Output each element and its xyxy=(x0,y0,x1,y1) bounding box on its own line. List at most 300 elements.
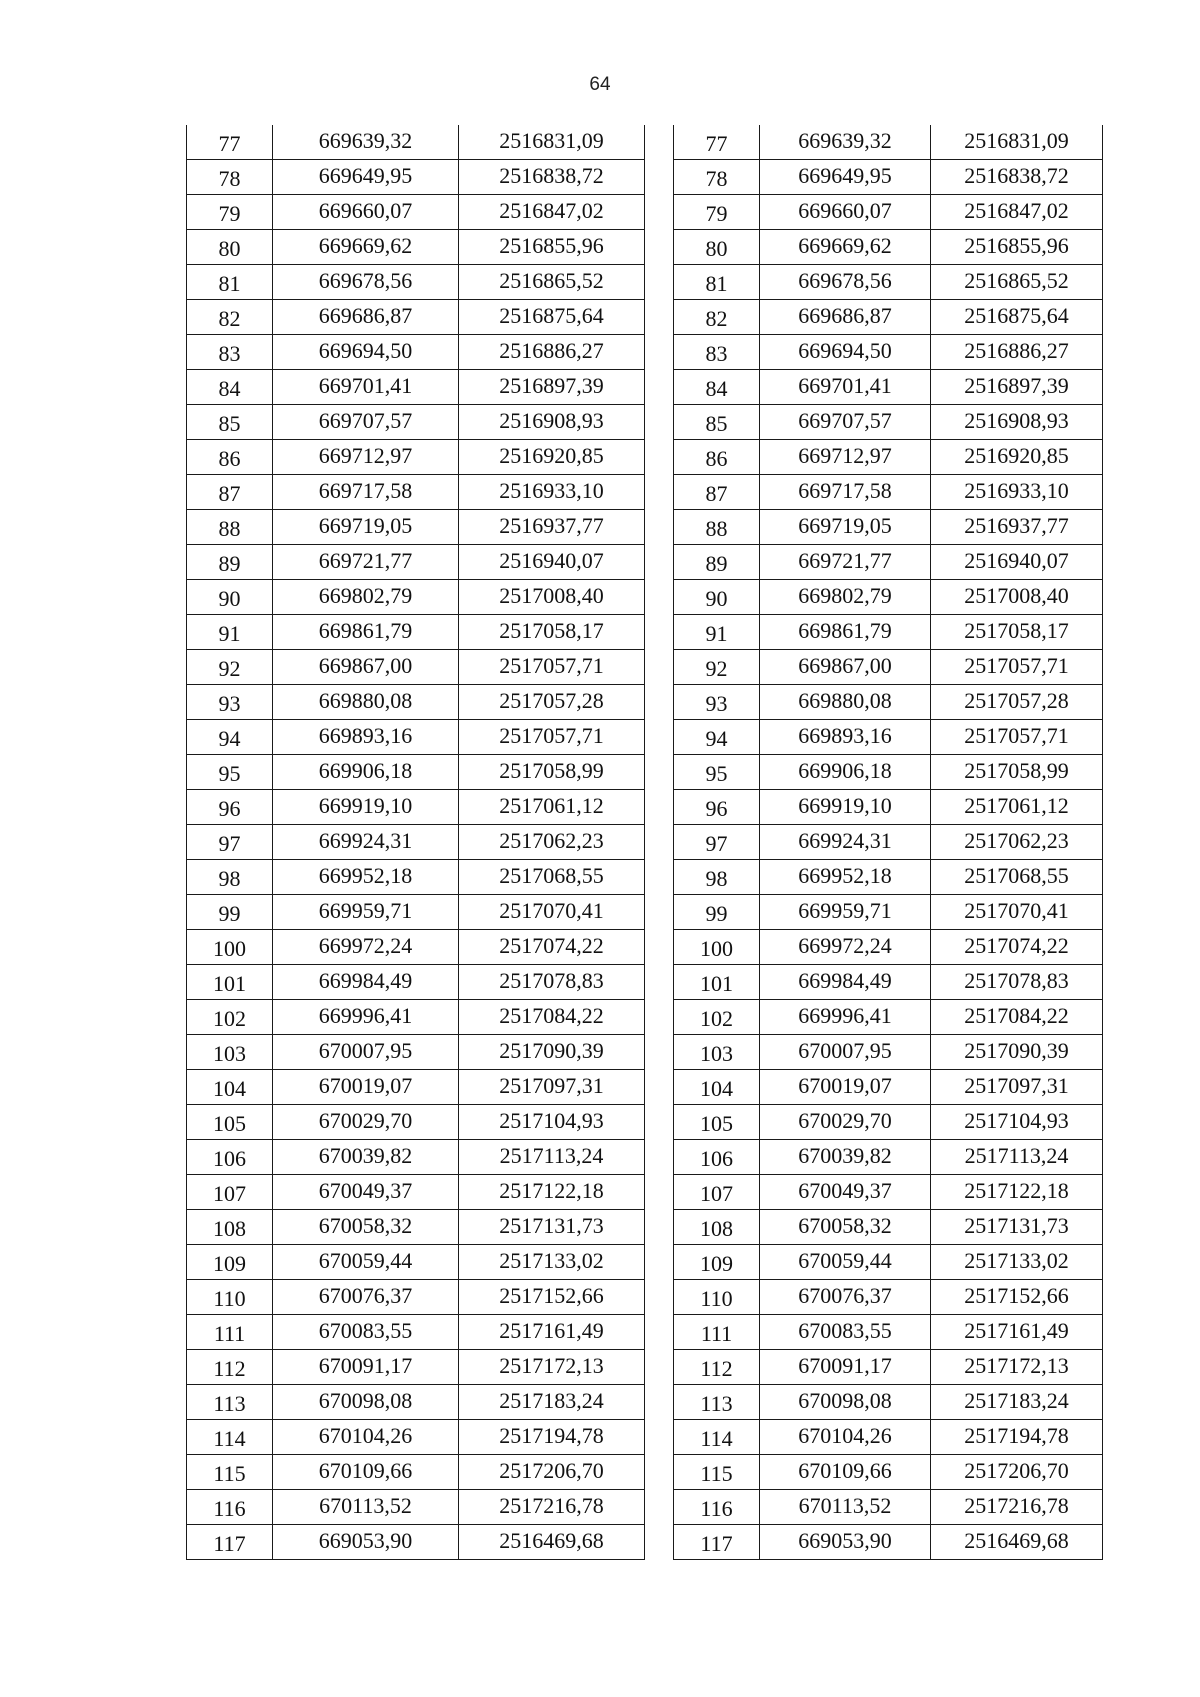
point-number-cell: 106 xyxy=(187,1140,273,1175)
x-coordinate-cell: 669686,87 xyxy=(273,300,459,335)
x-coordinate-cell: 669694,50 xyxy=(273,335,459,370)
point-number-cell: 115 xyxy=(674,1455,760,1490)
point-number-cell: 97 xyxy=(187,825,273,860)
point-number-cell: 89 xyxy=(187,545,273,580)
table-row xyxy=(187,1525,645,1560)
y-coordinate-cell: 2516940,07 xyxy=(459,545,645,580)
y-coordinate-cell: 2516908,93 xyxy=(931,405,1103,440)
x-coordinate-cell: 670049,37 xyxy=(760,1175,931,1210)
y-coordinate-cell: 2516933,10 xyxy=(459,475,645,510)
point-number-cell: 110 xyxy=(187,1280,273,1315)
x-coordinate-cell: 670007,95 xyxy=(760,1035,931,1070)
x-coordinate-cell: 669959,71 xyxy=(760,895,931,930)
table-row xyxy=(674,370,1103,405)
y-coordinate-cell: 2516940,07 xyxy=(931,545,1103,580)
x-coordinate-cell: 669721,77 xyxy=(273,545,459,580)
point-number-cell: 105 xyxy=(187,1105,273,1140)
y-coordinate-cell: 2517206,70 xyxy=(459,1455,645,1490)
point-number-cell: 102 xyxy=(674,1000,760,1035)
point-number-cell: 100 xyxy=(187,930,273,965)
point-number-cell: 106 xyxy=(674,1140,760,1175)
table-row xyxy=(674,1280,1103,1315)
table-row xyxy=(187,930,645,965)
point-number-cell: 96 xyxy=(674,790,760,825)
coordinates-table-left xyxy=(186,125,645,1560)
x-coordinate-cell: 670029,70 xyxy=(760,1105,931,1140)
table-row xyxy=(187,1280,645,1315)
point-number-cell: 90 xyxy=(187,580,273,615)
y-coordinate-cell: 2517057,28 xyxy=(931,685,1103,720)
table-row xyxy=(187,405,645,440)
point-number-cell: 104 xyxy=(674,1070,760,1105)
point-number-cell: 85 xyxy=(674,405,760,440)
y-coordinate-cell: 2516838,72 xyxy=(931,160,1103,195)
point-number-cell: 92 xyxy=(187,650,273,685)
table-row xyxy=(674,440,1103,475)
x-coordinate-cell: 669861,79 xyxy=(760,615,931,650)
x-coordinate-cell: 669984,49 xyxy=(273,965,459,1000)
table-row xyxy=(674,300,1103,335)
table-row xyxy=(674,1455,1103,1490)
table-row xyxy=(187,510,645,545)
point-number-cell: 101 xyxy=(674,965,760,1000)
y-coordinate-cell: 2517090,39 xyxy=(459,1035,645,1070)
table-row xyxy=(187,825,645,860)
table-row xyxy=(674,580,1103,615)
y-coordinate-cell: 2517206,70 xyxy=(931,1455,1103,1490)
x-coordinate-cell: 669906,18 xyxy=(273,755,459,790)
y-coordinate-cell: 2517172,13 xyxy=(931,1350,1103,1385)
point-number-cell: 87 xyxy=(674,475,760,510)
table-row xyxy=(674,195,1103,230)
y-coordinate-cell: 2517058,17 xyxy=(931,615,1103,650)
x-coordinate-cell: 670109,66 xyxy=(760,1455,931,1490)
x-coordinate-cell: 669867,00 xyxy=(273,650,459,685)
x-coordinate-cell: 669719,05 xyxy=(273,510,459,545)
x-coordinate-cell: 669719,05 xyxy=(760,510,931,545)
point-number-cell: 111 xyxy=(674,1315,760,1350)
table-row xyxy=(187,1105,645,1140)
y-coordinate-cell: 2516865,52 xyxy=(459,265,645,300)
point-number-cell: 89 xyxy=(674,545,760,580)
point-number-cell: 104 xyxy=(187,1070,273,1105)
y-coordinate-cell: 2517084,22 xyxy=(459,1000,645,1035)
x-coordinate-cell: 670058,32 xyxy=(760,1210,931,1245)
x-coordinate-cell: 669639,32 xyxy=(273,125,459,160)
x-coordinate-cell: 669919,10 xyxy=(760,790,931,825)
y-coordinate-cell: 2517113,24 xyxy=(931,1140,1103,1175)
x-coordinate-cell: 669984,49 xyxy=(760,965,931,1000)
x-coordinate-cell: 669678,56 xyxy=(760,265,931,300)
y-coordinate-cell: 2516865,52 xyxy=(931,265,1103,300)
x-coordinate-cell: 669053,90 xyxy=(273,1525,459,1560)
table-row xyxy=(187,1000,645,1035)
table-row xyxy=(187,720,645,755)
x-coordinate-cell: 669669,62 xyxy=(273,230,459,265)
x-coordinate-cell: 669701,41 xyxy=(760,370,931,405)
y-coordinate-cell: 2517068,55 xyxy=(931,860,1103,895)
table-row xyxy=(187,1210,645,1245)
x-coordinate-cell: 669660,07 xyxy=(760,195,931,230)
point-number-cell: 78 xyxy=(674,160,760,195)
y-coordinate-cell: 2517090,39 xyxy=(931,1035,1103,1070)
table-body xyxy=(187,125,645,1560)
x-coordinate-cell: 669924,31 xyxy=(273,825,459,860)
table-row xyxy=(187,545,645,580)
x-coordinate-cell: 670091,17 xyxy=(760,1350,931,1385)
table-row xyxy=(187,230,645,265)
table-row xyxy=(187,685,645,720)
y-coordinate-cell: 2517057,71 xyxy=(931,650,1103,685)
table-row xyxy=(674,965,1103,1000)
table-row xyxy=(187,860,645,895)
table-row xyxy=(674,685,1103,720)
x-coordinate-cell: 670098,08 xyxy=(760,1385,931,1420)
y-coordinate-cell: 2517057,71 xyxy=(459,720,645,755)
y-coordinate-cell: 2517058,99 xyxy=(931,755,1103,790)
point-number-cell: 79 xyxy=(674,195,760,230)
table-row xyxy=(187,755,645,790)
y-coordinate-cell: 2517008,40 xyxy=(931,580,1103,615)
table-row xyxy=(187,160,645,195)
x-coordinate-cell: 669712,97 xyxy=(760,440,931,475)
x-coordinate-cell: 669996,41 xyxy=(273,1000,459,1035)
y-coordinate-cell: 2517161,49 xyxy=(931,1315,1103,1350)
y-coordinate-cell: 2517078,83 xyxy=(459,965,645,1000)
point-number-cell: 112 xyxy=(187,1350,273,1385)
x-coordinate-cell: 669972,24 xyxy=(760,930,931,965)
y-coordinate-cell: 2517070,41 xyxy=(459,895,645,930)
table-row xyxy=(674,1210,1103,1245)
x-coordinate-cell: 669053,90 xyxy=(760,1525,931,1560)
y-coordinate-cell: 2516831,09 xyxy=(459,125,645,160)
y-coordinate-cell: 2517058,17 xyxy=(459,615,645,650)
table-row xyxy=(674,1000,1103,1035)
table-row xyxy=(187,1070,645,1105)
table-row xyxy=(674,825,1103,860)
y-coordinate-cell: 2516831,09 xyxy=(931,125,1103,160)
y-coordinate-cell: 2517216,78 xyxy=(931,1490,1103,1525)
point-number-cell: 81 xyxy=(674,265,760,300)
y-coordinate-cell: 2517122,18 xyxy=(931,1175,1103,1210)
table-row xyxy=(187,1315,645,1350)
table-row xyxy=(674,125,1103,160)
table-row xyxy=(674,930,1103,965)
x-coordinate-cell: 670083,55 xyxy=(273,1315,459,1350)
table-row xyxy=(187,475,645,510)
table-row xyxy=(187,125,645,160)
point-number-cell: 82 xyxy=(674,300,760,335)
y-coordinate-cell: 2517216,78 xyxy=(459,1490,645,1525)
table-row xyxy=(674,1070,1103,1105)
x-coordinate-cell: 669694,50 xyxy=(760,335,931,370)
y-coordinate-cell: 2517161,49 xyxy=(459,1315,645,1350)
y-coordinate-cell: 2516908,93 xyxy=(459,405,645,440)
x-coordinate-cell: 669660,07 xyxy=(273,195,459,230)
x-coordinate-cell: 669893,16 xyxy=(273,720,459,755)
page-number: 64 xyxy=(589,74,611,95)
point-number-cell: 101 xyxy=(187,965,273,1000)
table-row xyxy=(674,1245,1103,1280)
point-number-cell: 113 xyxy=(187,1385,273,1420)
point-number-cell: 116 xyxy=(187,1490,273,1525)
x-coordinate-cell: 670104,26 xyxy=(760,1420,931,1455)
y-coordinate-cell: 2517074,22 xyxy=(459,930,645,965)
y-coordinate-cell: 2517062,23 xyxy=(459,825,645,860)
table-row xyxy=(187,1175,645,1210)
x-coordinate-cell: 669701,41 xyxy=(273,370,459,405)
y-coordinate-cell: 2517061,12 xyxy=(459,790,645,825)
x-coordinate-cell: 669861,79 xyxy=(273,615,459,650)
x-coordinate-cell: 669996,41 xyxy=(760,1000,931,1035)
y-coordinate-cell: 2517183,24 xyxy=(459,1385,645,1420)
y-coordinate-cell: 2516847,02 xyxy=(459,195,645,230)
point-number-cell: 93 xyxy=(187,685,273,720)
point-number-cell: 102 xyxy=(187,1000,273,1035)
y-coordinate-cell: 2517133,02 xyxy=(459,1245,645,1280)
x-coordinate-cell: 669802,79 xyxy=(273,580,459,615)
point-number-cell: 108 xyxy=(187,1210,273,1245)
table-row xyxy=(674,475,1103,510)
x-coordinate-cell: 669959,71 xyxy=(273,895,459,930)
table-row xyxy=(187,965,645,1000)
point-number-cell: 87 xyxy=(187,475,273,510)
x-coordinate-cell: 670091,17 xyxy=(273,1350,459,1385)
y-coordinate-cell: 2517131,73 xyxy=(459,1210,645,1245)
y-coordinate-cell: 2516937,77 xyxy=(931,510,1103,545)
table-row xyxy=(674,1105,1103,1140)
x-coordinate-cell: 670113,52 xyxy=(760,1490,931,1525)
point-number-cell: 103 xyxy=(674,1035,760,1070)
table-row xyxy=(187,650,645,685)
point-number-cell: 83 xyxy=(187,335,273,370)
y-coordinate-cell: 2516469,68 xyxy=(459,1525,645,1560)
y-coordinate-cell: 2517078,83 xyxy=(931,965,1103,1000)
table-row xyxy=(187,1420,645,1455)
y-coordinate-cell: 2517057,28 xyxy=(459,685,645,720)
x-coordinate-cell: 669919,10 xyxy=(273,790,459,825)
point-number-cell: 80 xyxy=(674,230,760,265)
y-coordinate-cell: 2516855,96 xyxy=(459,230,645,265)
x-coordinate-cell: 669717,58 xyxy=(273,475,459,510)
y-coordinate-cell: 2517084,22 xyxy=(931,1000,1103,1035)
table-row xyxy=(674,1035,1103,1070)
y-coordinate-cell: 2517097,31 xyxy=(459,1070,645,1105)
y-coordinate-cell: 2517058,99 xyxy=(459,755,645,790)
x-coordinate-cell: 670019,07 xyxy=(760,1070,931,1105)
x-coordinate-cell: 669952,18 xyxy=(273,860,459,895)
point-number-cell: 114 xyxy=(674,1420,760,1455)
x-coordinate-cell: 670083,55 xyxy=(760,1315,931,1350)
point-number-cell: 98 xyxy=(187,860,273,895)
y-coordinate-cell: 2516847,02 xyxy=(931,195,1103,230)
table-row xyxy=(674,895,1103,930)
point-number-cell: 77 xyxy=(187,125,273,160)
x-coordinate-cell: 669880,08 xyxy=(273,685,459,720)
point-number-cell: 114 xyxy=(187,1420,273,1455)
point-number-cell: 90 xyxy=(674,580,760,615)
x-coordinate-cell: 669893,16 xyxy=(760,720,931,755)
x-coordinate-cell: 669867,00 xyxy=(760,650,931,685)
x-coordinate-cell: 670104,26 xyxy=(273,1420,459,1455)
x-coordinate-cell: 670076,37 xyxy=(273,1280,459,1315)
point-number-cell: 100 xyxy=(674,930,760,965)
y-coordinate-cell: 2517062,23 xyxy=(931,825,1103,860)
x-coordinate-cell: 669924,31 xyxy=(760,825,931,860)
x-coordinate-cell: 669669,62 xyxy=(760,230,931,265)
y-coordinate-cell: 2517131,73 xyxy=(931,1210,1103,1245)
table-row xyxy=(187,580,645,615)
y-coordinate-cell: 2517194,78 xyxy=(931,1420,1103,1455)
point-number-cell: 93 xyxy=(674,685,760,720)
coordinates-table-right xyxy=(673,125,1103,1560)
point-number-cell: 110 xyxy=(674,1280,760,1315)
table-row xyxy=(187,1245,645,1280)
table-row xyxy=(187,1140,645,1175)
table-row xyxy=(674,265,1103,300)
table-row xyxy=(187,1035,645,1070)
y-coordinate-cell: 2517074,22 xyxy=(931,930,1103,965)
point-number-cell: 111 xyxy=(187,1315,273,1350)
table-row xyxy=(674,1490,1103,1525)
point-number-cell: 86 xyxy=(674,440,760,475)
point-number-cell: 83 xyxy=(674,335,760,370)
table-row xyxy=(674,405,1103,440)
point-number-cell: 85 xyxy=(187,405,273,440)
point-number-cell: 109 xyxy=(187,1245,273,1280)
point-number-cell: 113 xyxy=(674,1385,760,1420)
x-coordinate-cell: 670019,07 xyxy=(273,1070,459,1105)
table-row xyxy=(674,720,1103,755)
y-coordinate-cell: 2516897,39 xyxy=(931,370,1103,405)
y-coordinate-cell: 2516838,72 xyxy=(459,160,645,195)
x-coordinate-cell: 669649,95 xyxy=(273,160,459,195)
x-coordinate-cell: 670029,70 xyxy=(273,1105,459,1140)
point-number-cell: 88 xyxy=(674,510,760,545)
table-row xyxy=(187,1490,645,1525)
x-coordinate-cell: 669721,77 xyxy=(760,545,931,580)
table-row xyxy=(187,1350,645,1385)
table-row xyxy=(674,1175,1103,1210)
y-coordinate-cell: 2517057,71 xyxy=(459,650,645,685)
y-coordinate-cell: 2517070,41 xyxy=(931,895,1103,930)
point-number-cell: 81 xyxy=(187,265,273,300)
table-row xyxy=(674,160,1103,195)
x-coordinate-cell: 669678,56 xyxy=(273,265,459,300)
point-number-cell: 94 xyxy=(674,720,760,755)
x-coordinate-cell: 669972,24 xyxy=(273,930,459,965)
y-coordinate-cell: 2517133,02 xyxy=(931,1245,1103,1280)
x-coordinate-cell: 670098,08 xyxy=(273,1385,459,1420)
point-number-cell: 92 xyxy=(674,650,760,685)
point-number-cell: 116 xyxy=(674,1490,760,1525)
point-number-cell: 107 xyxy=(187,1175,273,1210)
point-number-cell: 97 xyxy=(674,825,760,860)
point-number-cell: 84 xyxy=(187,370,273,405)
table-row xyxy=(674,1315,1103,1350)
x-coordinate-cell: 669686,87 xyxy=(760,300,931,335)
point-number-cell: 99 xyxy=(674,895,760,930)
point-number-cell: 107 xyxy=(674,1175,760,1210)
point-number-cell: 78 xyxy=(187,160,273,195)
table-row xyxy=(674,650,1103,685)
point-number-cell: 82 xyxy=(187,300,273,335)
table-row xyxy=(674,1385,1103,1420)
point-number-cell: 86 xyxy=(187,440,273,475)
x-coordinate-cell: 669707,57 xyxy=(760,405,931,440)
y-coordinate-cell: 2517097,31 xyxy=(931,1070,1103,1105)
x-coordinate-cell: 670109,66 xyxy=(273,1455,459,1490)
table-row xyxy=(187,790,645,825)
y-coordinate-cell: 2516920,85 xyxy=(931,440,1103,475)
point-number-cell: 103 xyxy=(187,1035,273,1070)
table-row xyxy=(187,300,645,335)
x-coordinate-cell: 669802,79 xyxy=(760,580,931,615)
point-number-cell: 117 xyxy=(674,1525,760,1560)
table-row xyxy=(187,265,645,300)
x-coordinate-cell: 669649,95 xyxy=(760,160,931,195)
x-coordinate-cell: 669906,18 xyxy=(760,755,931,790)
table-row xyxy=(674,860,1103,895)
y-coordinate-cell: 2517008,40 xyxy=(459,580,645,615)
table-row xyxy=(674,615,1103,650)
x-coordinate-cell: 669880,08 xyxy=(760,685,931,720)
x-coordinate-cell: 670039,82 xyxy=(760,1140,931,1175)
x-coordinate-cell: 670049,37 xyxy=(273,1175,459,1210)
y-coordinate-cell: 2517172,13 xyxy=(459,1350,645,1385)
x-coordinate-cell: 670059,44 xyxy=(273,1245,459,1280)
y-coordinate-cell: 2517113,24 xyxy=(459,1140,645,1175)
y-coordinate-cell: 2516886,27 xyxy=(459,335,645,370)
table-row xyxy=(674,1525,1103,1560)
x-coordinate-cell: 670058,32 xyxy=(273,1210,459,1245)
table-row xyxy=(674,1350,1103,1385)
point-number-cell: 91 xyxy=(187,615,273,650)
table-row xyxy=(674,1140,1103,1175)
x-coordinate-cell: 670059,44 xyxy=(760,1245,931,1280)
table-row xyxy=(674,545,1103,580)
point-number-cell: 80 xyxy=(187,230,273,265)
y-coordinate-cell: 2516920,85 xyxy=(459,440,645,475)
table-row xyxy=(187,1455,645,1490)
table-row xyxy=(674,230,1103,265)
x-coordinate-cell: 670039,82 xyxy=(273,1140,459,1175)
point-number-cell: 105 xyxy=(674,1105,760,1140)
point-number-cell: 95 xyxy=(187,755,273,790)
point-number-cell: 95 xyxy=(674,755,760,790)
point-number-cell: 115 xyxy=(187,1455,273,1490)
table-row xyxy=(674,790,1103,825)
y-coordinate-cell: 2516855,96 xyxy=(931,230,1103,265)
y-coordinate-cell: 2517057,71 xyxy=(931,720,1103,755)
point-number-cell: 117 xyxy=(187,1525,273,1560)
point-number-cell: 84 xyxy=(674,370,760,405)
point-number-cell: 77 xyxy=(674,125,760,160)
table-row xyxy=(674,335,1103,370)
x-coordinate-cell: 670007,95 xyxy=(273,1035,459,1070)
x-coordinate-cell: 669712,97 xyxy=(273,440,459,475)
y-coordinate-cell: 2517104,93 xyxy=(931,1105,1103,1140)
point-number-cell: 79 xyxy=(187,195,273,230)
y-coordinate-cell: 2516886,27 xyxy=(931,335,1103,370)
y-coordinate-cell: 2516469,68 xyxy=(931,1525,1103,1560)
x-coordinate-cell: 669707,57 xyxy=(273,405,459,440)
point-number-cell: 99 xyxy=(187,895,273,930)
y-coordinate-cell: 2516897,39 xyxy=(459,370,645,405)
point-number-cell: 94 xyxy=(187,720,273,755)
x-coordinate-cell: 670113,52 xyxy=(273,1490,459,1525)
y-coordinate-cell: 2517194,78 xyxy=(459,1420,645,1455)
